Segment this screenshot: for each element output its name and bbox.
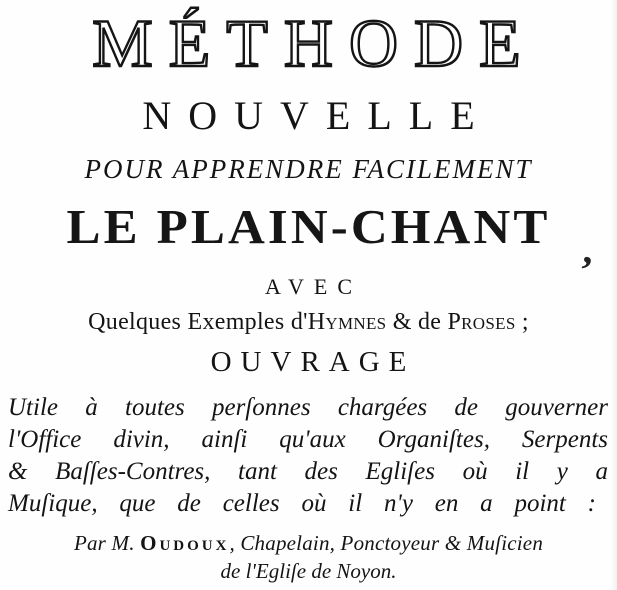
title-pour-apprendre: POUR APPRENDRE FACILEMENT <box>84 154 533 184</box>
author-name: Oudoux <box>140 531 230 555</box>
subtitle-end: ; <box>515 309 529 335</box>
description-line-2: l'Office divin, ainſi qu'aux Organiſtes, Serpents <box>8 426 608 453</box>
subtitle-pre: Quelques Exemples d' <box>88 309 308 335</box>
author-line <box>0 533 617 554</box>
author-prefix: Par M. <box>73 531 141 555</box>
description-line-4: Muſique, que de celles où il n'y en a point : <box>8 490 596 517</box>
title-avec: AVEC <box>264 274 363 299</box>
title-methode: MÉTHODE <box>92 5 537 81</box>
description-line-1: Utile à toutes perſonnes chargées de gouverner <box>8 394 608 421</box>
title-plain-chant: LE PLAIN-CHANT <box>66 199 551 254</box>
title-nouvelle: NOUVELLE <box>142 93 492 138</box>
subtitle-proses: Proses <box>447 309 516 335</box>
subtitle-mid: & de <box>386 309 448 335</box>
subtitle-exemples <box>0 310 617 334</box>
description-line-3: & Baſſes-Contres, tant des Egliſes où il y a <box>8 458 608 485</box>
page-edge <box>611 0 617 590</box>
divider <box>0 524 617 525</box>
title-plain-chant-comma: , <box>580 226 598 273</box>
place-line: de l'Egliſe de Noyon. <box>220 559 397 583</box>
title-ouvrage: OUVRAGE <box>210 346 416 378</box>
subtitle-hymnes: Hymnes <box>307 309 387 335</box>
author-titles: , Chapelain, Ponctoyeur & Muſicien <box>229 531 544 555</box>
